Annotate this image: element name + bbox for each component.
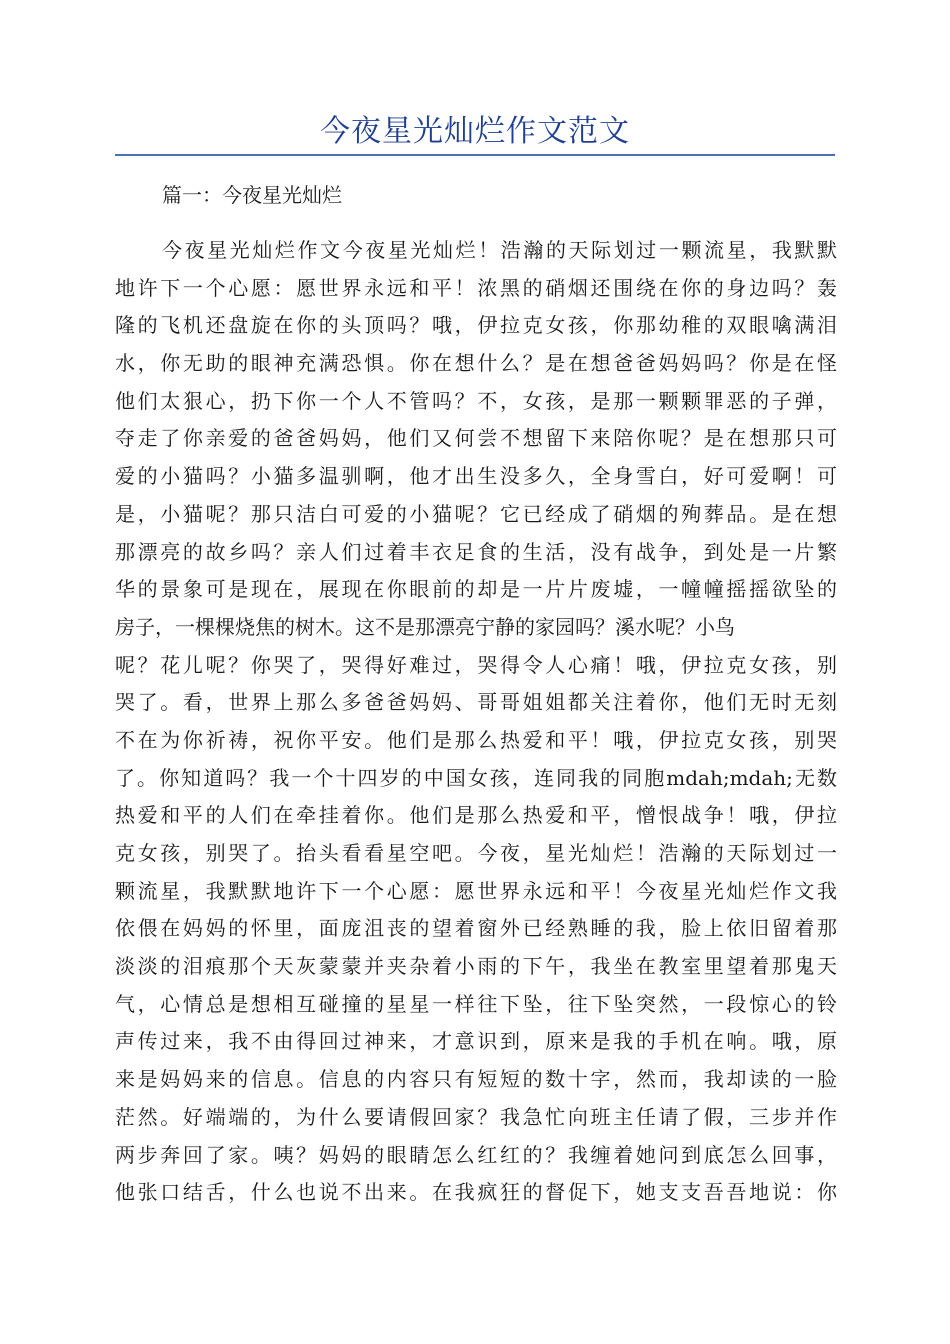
body-line: 气，心情总是想相互碰撞的星星一样往下坠，往下坠突然，一段惊心的铃 [115,991,837,1016]
body-line: 不在为你祈祷，祝你平安。他们是那么热爱和平！哦，伊拉克女孩，别哭 [115,727,837,752]
body-paragraph [115,232,837,1212]
body-line: 来是妈妈来的信息。信息的内容只有短短的数十字，然而，我却读的一脸 [115,1067,837,1092]
body-line: 热爱和平的人们在牵挂着你。他们是那么热爱和平，憎恨战争！哦，伊拉 [115,803,837,828]
body-line: 呢？花儿呢？你哭了，哭得好难过，哭得令人心痛！哦，伊拉克女孩，别 [115,652,837,677]
body-line: 了。你知道吗？我一个十四岁的中国女孩，连同我的同胞mdah;mdah;无数 [115,765,837,790]
body-line: 华的景象可是现在，展现在你眼前的却是一片片废墟，一幢幢摇摇欲坠的 [115,577,837,602]
body-line: 颗流星，我默默地许下一个心愿：愿世界永远和平！今夜星光灿烂作文我 [115,878,837,903]
body-line: 茫然。好端端的，为什么要请假回家？我急忙向班主任请了假，三步并作 [115,1104,837,1129]
body-line: 他们太狠心，扔下你一个人不管吗？不，女孩，是那一颗颗罪恶的子弹， [115,388,837,413]
body-line: 依偎在妈妈的怀里，面庞沮丧的望着窗外已经熟睡的我，脸上依旧留着那 [115,916,837,941]
section-heading: 篇一：今夜星光灿烂 [162,183,342,207]
body-line: 隆的飞机还盘旋在你的头顶吗？哦，伊拉克女孩，你那幼稚的双眼噙满泪 [115,313,837,338]
body-line: 他张口结舌，什么也说不出来。在我疯狂的督促下，她支支吾吾地说：你 [115,1180,837,1205]
body-line: 是，小猫呢？那只洁白可爱的小猫呢？它已经成了硝烟的殉葬品。是在想 [115,501,837,526]
title-underline [115,154,835,156]
body-line: 地许下一个心愿：愿世界永远和平！浓黑的硝烟还围绕在你的身边吗？轰 [115,275,837,300]
document-title: 今夜星光灿烂作文范文 [320,114,630,149]
body-line: 爱的小猫吗？小猫多温驯啊，他才出生没多久，全身雪白，好可爱啊！可 [115,464,837,489]
body-line: 水，你无助的眼神充满恐惧。你在想什么？是在想爸爸妈妈吗？你是在怪 [115,351,837,376]
body-line: 淡淡的泪痕那个天灰蒙蒙并夹杂着小雨的下午，我坐在教室里望着那鬼天 [115,954,837,979]
body-line: 声传过来，我不由得回过神来，才意识到，原来是我的手机在响。哦，原 [115,1029,837,1054]
body-line: 那漂亮的故乡吗？亲人们过着丰衣足食的生活，没有战争，到处是一片繁 [115,539,837,564]
body-line: 房子，一棵棵烧焦的树木。这不是那漂亮宁静的家园吗？溪水呢？小鸟 [115,614,735,639]
body-line: 克女孩，别哭了。抬头看看星空吧。今夜，星光灿烂！浩瀚的天际划过一 [115,841,837,865]
body-line: 夺走了你亲爱的爸爸妈妈，他们又何尝不想留下来陪你呢？是在想那只可 [115,426,837,451]
body-line: 哭了。看，世界上那么多爸爸妈妈、哥哥姐姐都关注着你，他们无时无刻 [115,690,837,715]
body-line: 今夜星光灿烂作文今夜星光灿烂！浩瀚的天际划过一颗流星，我默默 [162,238,837,262]
body-line: 两步奔回了家。咦？妈妈的眼睛怎么红红的？我缠着她问到底怎么回事， [115,1142,837,1167]
